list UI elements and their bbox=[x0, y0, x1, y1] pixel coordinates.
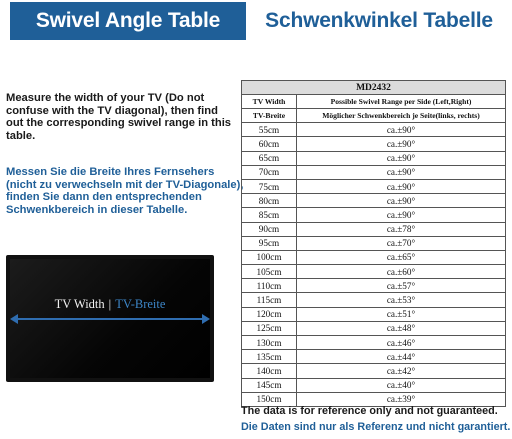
swivel-range-cell: ca.±39° bbox=[297, 392, 506, 406]
tv-width-cell: 100cm bbox=[242, 250, 297, 264]
table-row bbox=[242, 321, 506, 335]
swivel-range-cell: ca.±46° bbox=[297, 336, 506, 350]
tv-width-cell: 135cm bbox=[242, 350, 297, 364]
tv-width-cell: 90cm bbox=[242, 222, 297, 236]
table-row bbox=[242, 165, 506, 179]
double-arrow-icon bbox=[6, 255, 214, 382]
swivel-angle-table bbox=[241, 80, 506, 407]
table-row bbox=[242, 293, 506, 307]
swivel-range-cell: ca.±90° bbox=[297, 165, 506, 179]
table-row bbox=[242, 250, 506, 264]
tv-width-label-de: TV-Breite bbox=[115, 297, 166, 311]
swivel-range-cell: ca.±90° bbox=[297, 194, 506, 208]
swivel-range-cell: ca.±48° bbox=[297, 321, 506, 335]
tv-width-cell: 110cm bbox=[242, 279, 297, 293]
swivel-range-cell: ca.±60° bbox=[297, 265, 506, 279]
table-row bbox=[242, 179, 506, 193]
table-row bbox=[242, 137, 506, 151]
tv-width-cell: 70cm bbox=[242, 165, 297, 179]
tv-width-cell: 125cm bbox=[242, 321, 297, 335]
tv-illustration bbox=[6, 255, 214, 382]
swivel-range-cell: ca.±40° bbox=[297, 378, 506, 392]
tv-width-cell: 145cm bbox=[242, 378, 297, 392]
table-row bbox=[242, 208, 506, 222]
table-model-title: MD2432 bbox=[242, 81, 506, 95]
table-row bbox=[242, 378, 506, 392]
swivel-range-cell: ca.±44° bbox=[297, 350, 506, 364]
tv-width-cell: 120cm bbox=[242, 307, 297, 321]
instructions-en: Measure the width of your TV (Do not confuse with the TV diagonal), then find out the corresponding swivel range in this table. bbox=[6, 92, 232, 142]
swivel-range-cell: ca.±51° bbox=[297, 307, 506, 321]
col-header-swivel-range-en: Possible Swivel Range per Side (Left,Right) bbox=[297, 95, 506, 109]
swivel-range-cell: ca.±90° bbox=[297, 151, 506, 165]
banner-title-de: Schwenkwinkel Tabelle bbox=[265, 9, 493, 32]
tv-width-cell: 75cm bbox=[242, 179, 297, 193]
tv-width-cell: 60cm bbox=[242, 137, 297, 151]
col-header-swivel-range-de: Möglicher Schwenkbereich je Seite(links, rechts) bbox=[297, 109, 506, 123]
table-row bbox=[242, 194, 506, 208]
table-row bbox=[242, 265, 506, 279]
tv-width-cell: 95cm bbox=[242, 236, 297, 250]
table-row bbox=[242, 123, 506, 137]
table-row bbox=[242, 364, 506, 378]
disclaimer-de: Die Daten sind nur als Referenz und nicht garantiert. bbox=[241, 421, 511, 433]
table-body bbox=[242, 123, 506, 407]
table-row bbox=[242, 151, 506, 165]
swivel-range-cell: ca.±57° bbox=[297, 279, 506, 293]
tv-width-cell: 150cm bbox=[242, 392, 297, 406]
swivel-range-cell: ca.±78° bbox=[297, 222, 506, 236]
tv-width-cell: 105cm bbox=[242, 265, 297, 279]
tv-width-cell: 65cm bbox=[242, 151, 297, 165]
instructions-de: Messen Sie die Breite Ihres Fernsehers (nicht zu verwechseln mit der TV-Diagonale), finden Sie dann den entsprechenden Schwenkbereich in dieser Tabelle. bbox=[6, 166, 244, 216]
table-row bbox=[242, 222, 506, 236]
swivel-range-cell: ca.±70° bbox=[297, 236, 506, 250]
tv-width-cell: 140cm bbox=[242, 364, 297, 378]
tv-width-cell: 130cm bbox=[242, 336, 297, 350]
table-row bbox=[242, 336, 506, 350]
swivel-range-cell: ca.±53° bbox=[297, 293, 506, 307]
swivel-range-cell: ca.±90° bbox=[297, 179, 506, 193]
table-row bbox=[242, 279, 506, 293]
tv-width-label-en: TV Width bbox=[54, 297, 105, 311]
disclaimer-en: The data is for reference only and not guaranteed. bbox=[241, 405, 498, 417]
swivel-range-cell: ca.±90° bbox=[297, 137, 506, 151]
banner-title-en: Swivel Angle Table bbox=[10, 2, 246, 40]
table-row bbox=[242, 307, 506, 321]
swivel-range-cell: ca.±90° bbox=[297, 123, 506, 137]
swivel-range-cell: ca.±42° bbox=[297, 364, 506, 378]
swivel-range-cell: ca.±90° bbox=[297, 208, 506, 222]
swivel-range-cell: ca.±65° bbox=[297, 250, 506, 264]
tv-label-separator: | bbox=[108, 297, 112, 311]
table-row bbox=[242, 236, 506, 250]
tv-width-cell: 85cm bbox=[242, 208, 297, 222]
col-header-tv-width-de: TV-Breite bbox=[242, 109, 297, 123]
col-header-tv-width-en: TV Width bbox=[242, 95, 297, 109]
tv-width-cell: 115cm bbox=[242, 293, 297, 307]
tv-width-cell: 55cm bbox=[242, 123, 297, 137]
table-row bbox=[242, 350, 506, 364]
tv-width-cell: 80cm bbox=[242, 194, 297, 208]
